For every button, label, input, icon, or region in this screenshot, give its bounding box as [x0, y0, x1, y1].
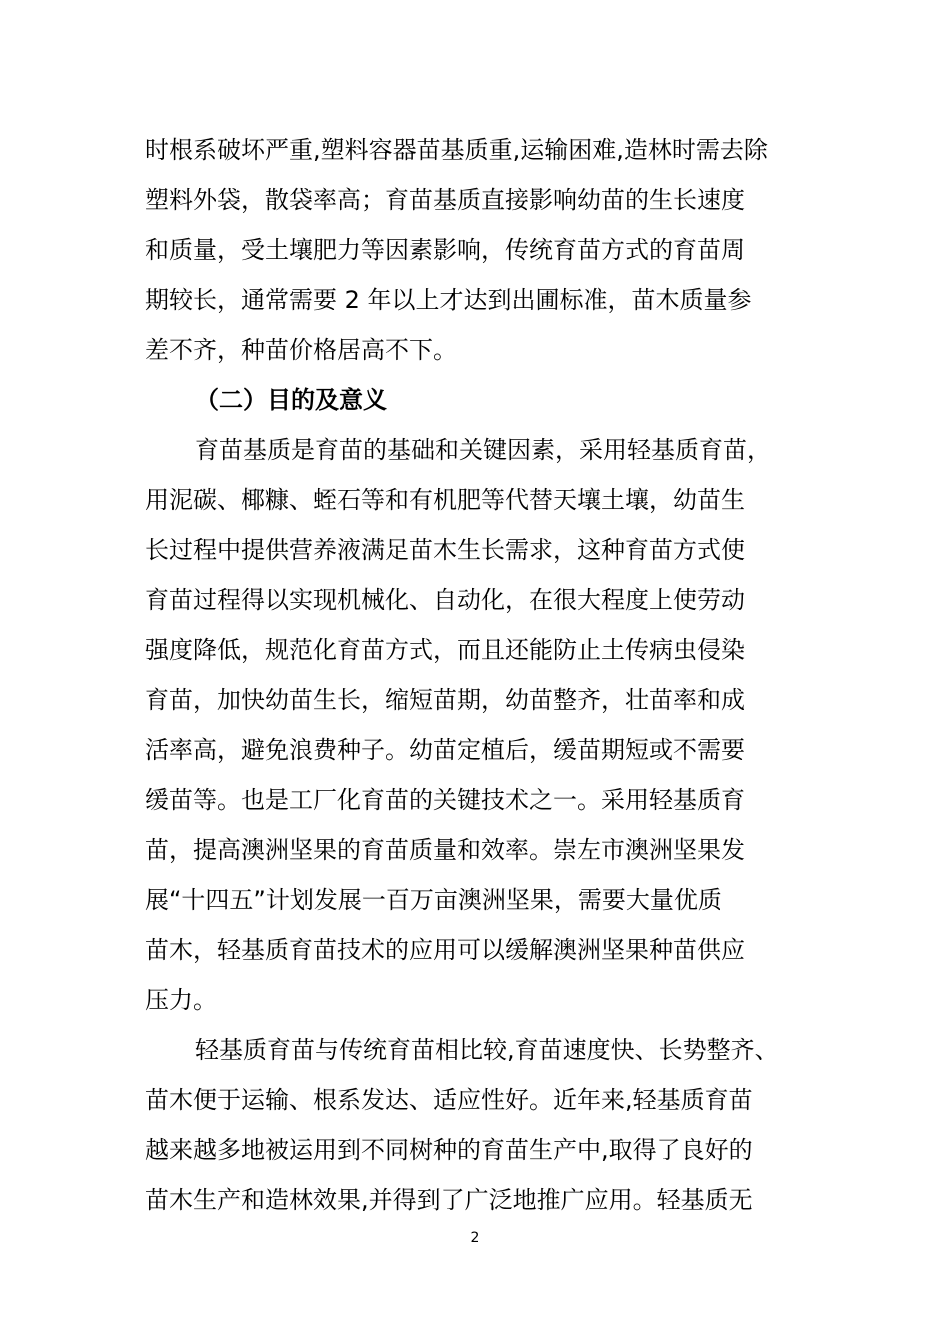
body-text-line: 苗木生产和造林效果,并得到了广泛地推广应用。轻基质无: [145, 1186, 753, 1214]
body-text-line: 育苗过程得以实现机械化、自动化，在很大程度上使劳动: [145, 586, 745, 614]
body-text-line: 差不齐，种苗价格居高不下。: [145, 336, 457, 364]
body-text-line: 塑料外袋，散袋率高；育苗基质直接影响幼苗的生长速度: [145, 186, 745, 214]
body-text-line: 苗木便于运输、根系发达、适应性好。近年来,轻基质育苗: [145, 1086, 753, 1114]
body-text-line: 苗木，轻基质育苗技术的应用可以缓解澳洲坚果种苗供应: [145, 936, 745, 964]
body-text-line: 育苗，加快幼苗生长，缩短苗期，幼苗整齐，壮苗率和成: [145, 686, 745, 714]
body-text-line: 强度降低，规范化育苗方式，而且还能防止土传病虫侵染: [145, 636, 745, 664]
body-text-line: 和质量，受土壤肥力等因素影响，传统育苗方式的育苗周: [145, 236, 745, 264]
body-text-line: 期较长，通常需要 2 年以上才达到出圃标准，苗木质量参: [145, 286, 752, 314]
body-text-line: 长过程中提供营养液满足苗木生长需求，这种育苗方式使: [145, 536, 745, 564]
body-text-line: 展“十四五”计划发展一百万亩澳洲坚果，需要大量优质: [145, 886, 722, 914]
section-heading: （二）目的及意义: [195, 386, 387, 414]
body-text-line: 越来越多地被运用到不同树种的育苗生产中,取得了良好的: [145, 1136, 753, 1164]
body-text-line: 压力。: [145, 986, 217, 1014]
body-text-line: 苗，提高澳洲坚果的育苗质量和效率。崇左市澳洲坚果发: [145, 836, 745, 864]
paragraph-first-line: 轻基质育苗与传统育苗相比较,育苗速度快、长势整齐、: [195, 1036, 779, 1064]
page-number: 2: [470, 1230, 480, 1246]
body-text-line: 活率高，避免浪费种子。幼苗定植后，缓苗期短或不需要: [145, 736, 745, 764]
body-text-line: 时根系破坏严重,塑料容器苗基质重,运输困难,造林时需去除: [145, 136, 768, 164]
body-text-line: 缓苗等。也是工厂化育苗的关键技术之一。采用轻基质育: [145, 786, 745, 814]
paragraph-first-line: 育苗基质是育苗的基础和关键因素，采用轻基质育苗，: [195, 436, 771, 464]
body-text-line: 用泥碳、椰糠、蛭石等和有机肥等代替天壤土壤，幼苗生: [145, 486, 745, 514]
